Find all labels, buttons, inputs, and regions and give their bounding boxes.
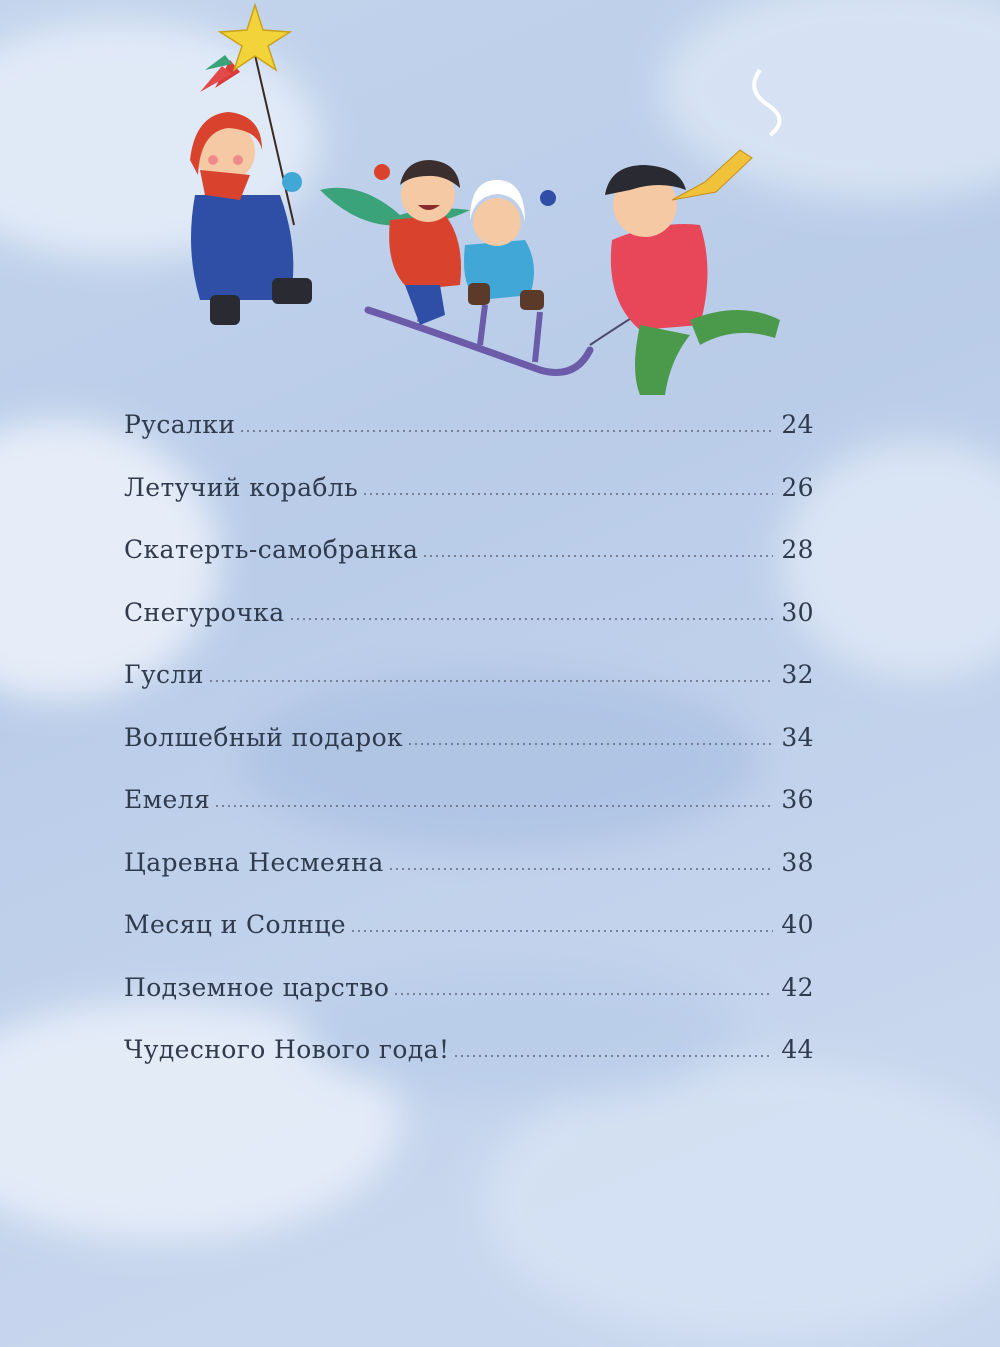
toc-entry-page: 32 [781, 660, 814, 689]
toc-entry-title: Летучий корабль [124, 472, 359, 502]
laughing-boy-figure [320, 160, 470, 325]
toc-entry-title: Волшебный подарок [124, 722, 404, 752]
dot-leader [407, 743, 773, 745]
toc-entry[interactable] [124, 410, 814, 473]
star-icon [220, 5, 290, 70]
toc-entry-title: Емеля [124, 785, 211, 814]
table-of-contents [124, 410, 814, 1098]
toc-entry[interactable] [124, 973, 814, 1036]
girl-with-star-figure [190, 112, 312, 325]
small-child-figure [464, 180, 556, 310]
dot-leader [214, 805, 773, 807]
toc-entry-title: Скатерть-самобранка [124, 535, 419, 564]
toc-entry-title: Подземное царство [124, 972, 390, 1002]
dot-leader [453, 1055, 773, 1057]
children-sledding-illustration [0, 0, 1000, 420]
sled [368, 295, 660, 373]
toc-entry-page: 24 [781, 410, 814, 439]
dot-leader [393, 993, 773, 995]
toc-entry-page: 38 [781, 847, 814, 877]
boy-with-horn-figure [605, 70, 780, 395]
toc-entry-page: 28 [781, 535, 814, 564]
toc-entry[interactable] [124, 785, 814, 848]
toc-entry-page: 34 [781, 722, 814, 752]
toc-entry-title: Месяц и Солнце [124, 910, 346, 939]
toc-entry-title: Чудесного Нового года! [124, 1035, 450, 1064]
toc-entry[interactable] [124, 598, 814, 661]
toc-entry[interactable] [124, 848, 814, 911]
toc-entry-title: Русалки [124, 410, 236, 439]
toc-entry[interactable] [124, 473, 814, 536]
toc-entry[interactable] [124, 1035, 814, 1098]
toc-entry-page: 36 [781, 785, 814, 814]
toc-entry[interactable] [124, 660, 814, 723]
toc-entry-title: Царевна Несмеяна [124, 847, 384, 877]
dot-leader [362, 493, 773, 495]
toc-entry-title: Гусли [124, 660, 204, 689]
toc-entry-page: 26 [781, 472, 814, 502]
toc-entry[interactable] [124, 910, 814, 973]
toc-entry-page: 30 [781, 597, 814, 627]
toc-entry[interactable] [124, 723, 814, 786]
dot-leader [422, 555, 773, 557]
dot-leader [208, 680, 774, 682]
toc-entry-page: 40 [781, 910, 814, 939]
toc-entry-page: 42 [781, 972, 814, 1002]
dot-leader [239, 430, 773, 432]
dot-leader [350, 930, 773, 932]
toc-entry-title: Снегурочка [124, 597, 285, 627]
toc-entry-page: 44 [781, 1035, 814, 1064]
dot-leader [289, 618, 774, 620]
toc-entry[interactable] [124, 535, 814, 598]
dot-leader [388, 868, 774, 870]
